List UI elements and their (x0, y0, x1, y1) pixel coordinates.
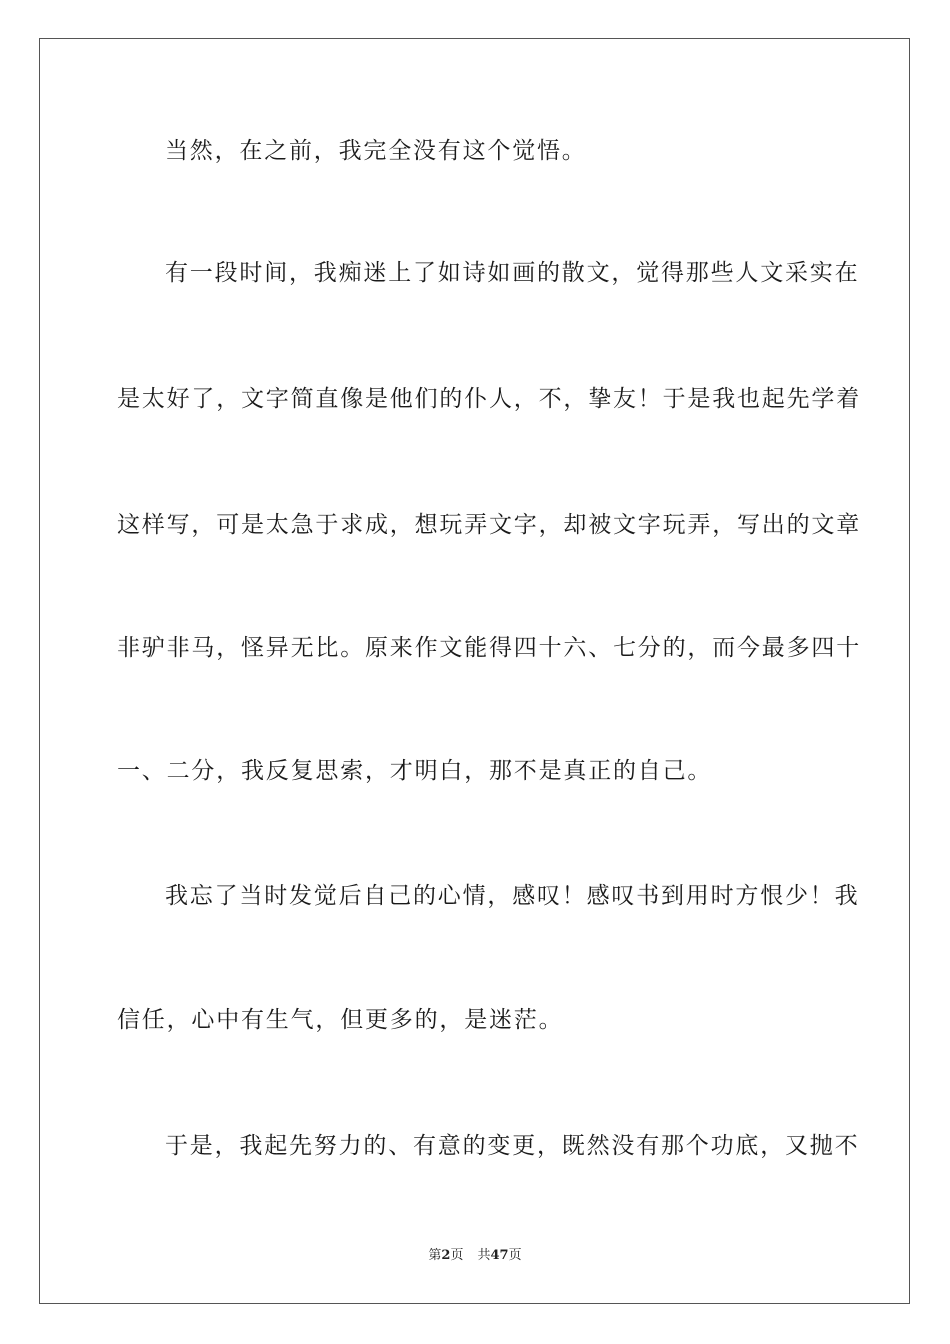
text-line-8: 信任，心中有生气，但更多的，是迷茫。 (117, 1007, 564, 1033)
text-line-4: 这样写，可是太急于求成，想玩弄文字，却被文字玩弄，写出的文章 (117, 512, 861, 538)
text-line-1: 当然，在之前，我完全没有这个觉悟。 (165, 138, 587, 164)
page-border (39, 38, 910, 1304)
page-number: 2 (441, 1248, 451, 1263)
page-suffix: 页 (450, 1248, 464, 1263)
text-line-6: 一、二分，我反复思索，才明白，那不是真正的自己。 (117, 758, 713, 784)
text-line-2: 有一段时间，我痴迷上了如诗如画的散文，觉得那些人文采实在 (165, 260, 860, 286)
text-line-7: 我忘了当时发觉后自己的心情，感叹！感叹书到用时方恨少！我 (165, 883, 860, 909)
total-pages: 47 (490, 1248, 509, 1263)
total-prefix: 共 (477, 1248, 491, 1263)
text-line-5: 非驴非马，怪异无比。原来作文能得四十六、七分的，而今最多四十 (117, 635, 861, 661)
total-suffix: 页 (508, 1248, 522, 1263)
text-line-3: 是太好了，文字简直像是他们的仆人，不，挚友！于是我也起先学着 (117, 386, 861, 412)
page-prefix: 第 (428, 1248, 442, 1263)
page-footer (0, 1247, 950, 1265)
text-line-9: 于是，我起先努力的、有意的变更，既然没有那个功底，又抛不 (165, 1133, 860, 1159)
